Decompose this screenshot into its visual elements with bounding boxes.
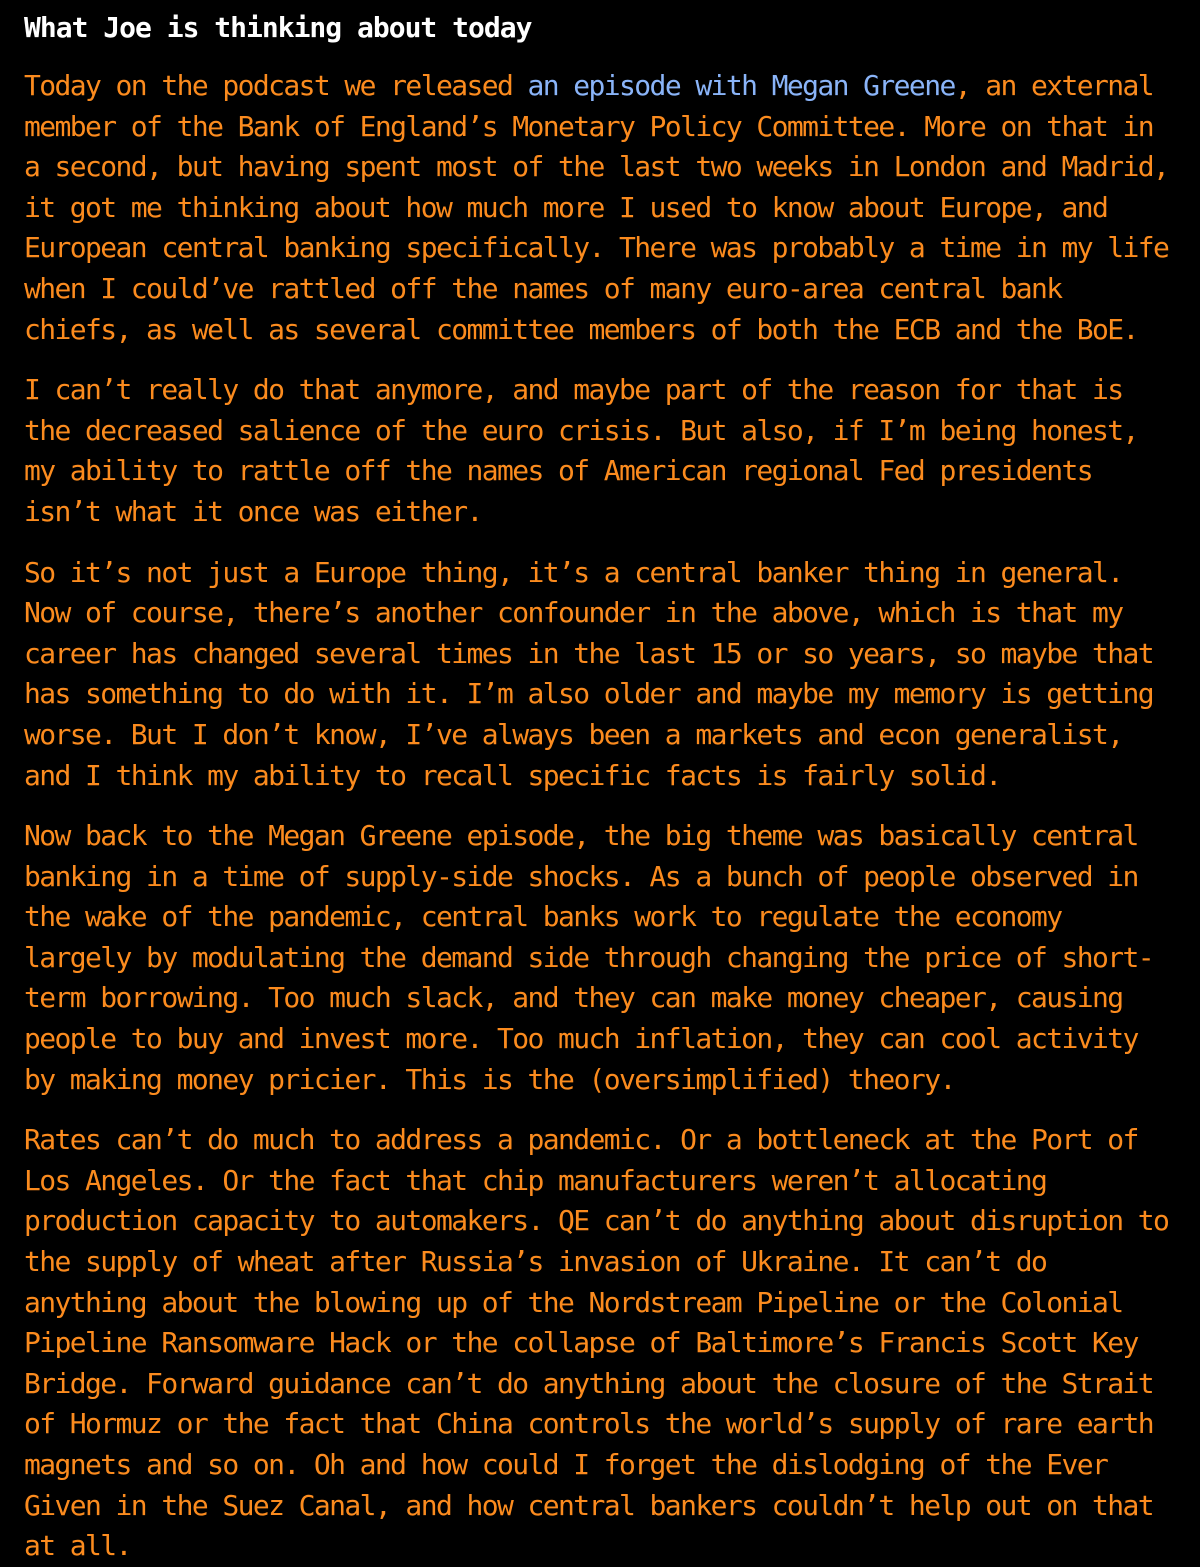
section-heading: What Joe is thinking about today (24, 11, 532, 44)
paragraph-2: I can’t really do that anymore, and maybe part of the reason for that is the decreased salience of the euro crisis. But also, if I’m being honest, my ability to rattle off the names of American regional Fed presidents isn’t what it once was either. (24, 373, 1138, 528)
paragraph-1-text-after-link: , an external member of the Bank of England’s Monetary Policy Committee. More on that in a second, but having spent most of the last two weeks in London and Madrid, it got me thinking about how much more I used to know about Europe, and European central banking specifically. There was probably a time in my life when I could’ve rattled off the names of many euro-area central bank chiefs, as well as several committee members of both the ECB and the BoE. (24, 69, 1169, 346)
paragraph-5: Rates can’t do much to address a pandemic. Or a bottleneck at the Port of Los Angeles. Or the fact that chip manufacturers weren’t allocating production capacity to automakers. QE can’t do anything about disruption to the supply of wheat after Russia’s invasion of Ukraine. It can’t do anything about the blowing up of the Nordstream Pipeline or the Colonial Pipeline Ransomware Hack or the collapse of Baltimore’s Francis Scott Key Bridge. Forward guidance can’t do anything about the closure of the Strait of Hormuz or the fact that China controls the world’s supply of rare earth magnets and so on. Oh and how could I forget the dislodging of the Ever Given in the Suez Canal, and how central bankers couldn’t help out on that at all. (24, 1123, 1169, 1563)
paragraph-1-text-before-link: Today on the podcast we released (24, 69, 528, 102)
paragraph-3: So it’s not just a Europe thing, it’s a central banker thing in general. Now of course, there’s another confounder in the above, which is that my career has changed several times in the last 15 or so years, so maybe that has something to do with it. I’m also older and maybe my memory is getting worse. But I don’t know, I’ve always been a markets and econ generalist, and I think my ability to recall specific facts is fairly solid. (24, 555, 1154, 792)
episode-link[interactable]: an episode with Megan Greene (527, 69, 955, 102)
paragraph-4: Now back to the Megan Greene episode, the big theme was basically central banking in a time of supply-side shocks. As a bunch of people observed in the wake of the pandemic, central banks work to regulate the economy largely by modulating the demand side through changing the price of short-term borrowing. Too much slack, and they can make money cheaper, causing people to buy and invest more. Too much inflation, they can cool activity by making money pricier. This is the (oversimplified) theory. (24, 819, 1154, 1096)
paragraph-1 (24, 66, 1176, 350)
